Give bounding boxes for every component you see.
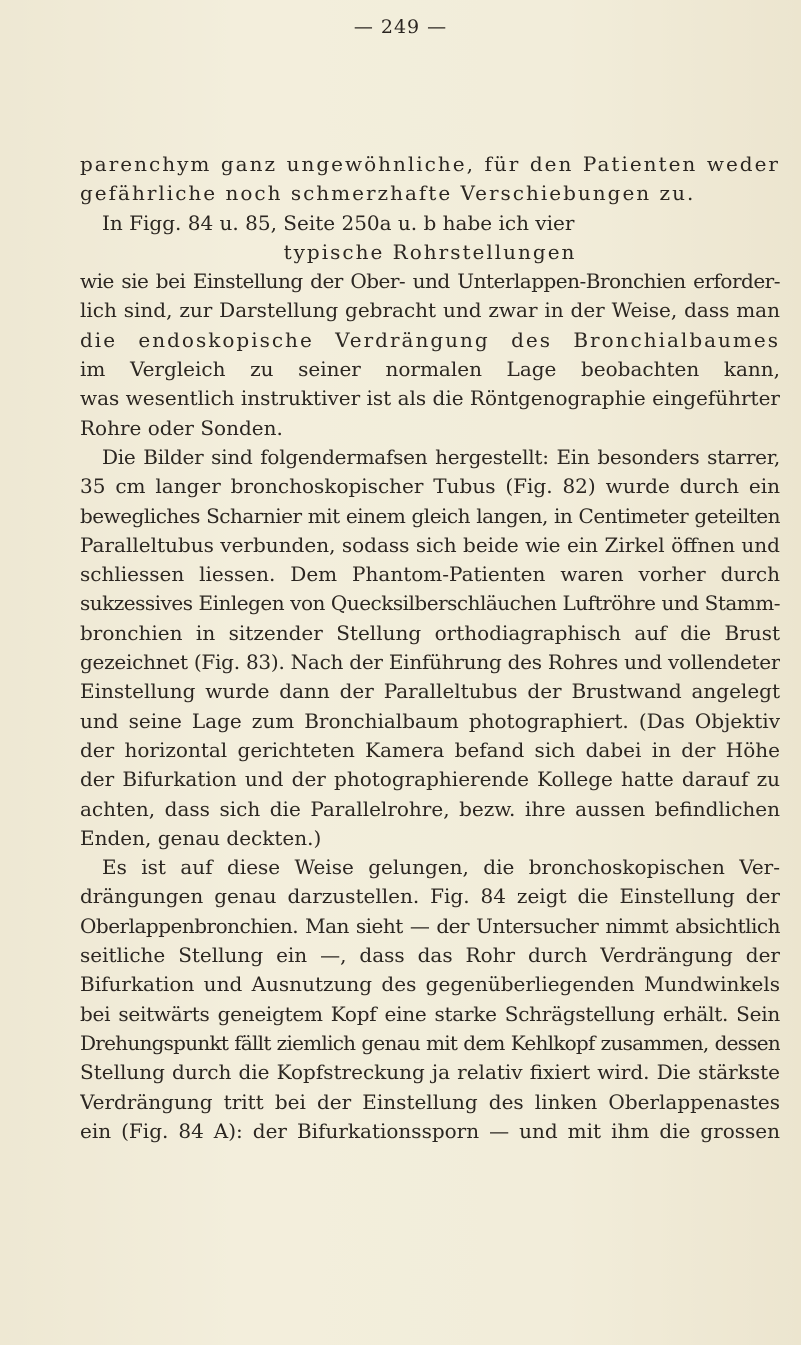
page-number: — 249 — bbox=[353, 16, 448, 38]
text-line: Paralleltubus verbunden, sodass sich beide wie ein Zirkel öffnen und bbox=[80, 532, 780, 557]
text-line: Rohre oder Sonden. bbox=[80, 415, 283, 440]
text-line: der horizontal gerichteten Kamera befand sich dabei in der Höhe bbox=[80, 737, 780, 762]
text-line: Drehungspunkt fällt ziemlich genau mit dem Kehlkopf zusammen, dessen bbox=[80, 1030, 780, 1055]
text-line: was wesentlich instruktiver ist als die Röntgenographie eingeführter bbox=[80, 386, 780, 411]
text-line: Enden, genau deckten.) bbox=[80, 825, 322, 850]
text-line: die endoskopische Verdrängung des Bronchialbaumes bbox=[80, 327, 780, 352]
text-line: wie sie bei Einstellung der Ober- und Unterlappen-Bronchien erforder- bbox=[80, 269, 780, 294]
text-line: gezeichnet (Fig. 83). Nach der Einführung des Rohres und vollendeter bbox=[80, 650, 780, 675]
text-line: seitliche Stellung ein —, dass das Rohr durch Verdrängung der bbox=[80, 943, 780, 968]
text-line: In Figg. 84 u. 85, Seite 250a u. b habe ich vier bbox=[102, 210, 575, 235]
text-line: Bifurkation und Ausnutzung des gegenüberliegenden Mundwinkels bbox=[80, 972, 780, 997]
text-line: achten, dass sich die Parallelrohre, bezw. ihre aussen befindlichen bbox=[80, 796, 780, 821]
text-line: bewegliches Scharnier mit einem gleich langen, in Centimeter geteilten bbox=[80, 503, 780, 528]
text-line: und seine Lage zum Bronchialbaum photographiert. (Das Objektiv bbox=[80, 708, 780, 733]
text-line: gefährliche noch schmerzhafte Verschiebungen zu. bbox=[80, 181, 696, 206]
text-line: sukzessives Einlegen von Quecksilberschläuchen Luftröhre und Stamm- bbox=[80, 591, 780, 616]
text-line: Oberlappenbronchien. Man sieht — der Untersucher nimmt absichtlich bbox=[80, 913, 780, 938]
text-line: 35 cm langer bronchoskopischer Tubus (Fig. 82) wurde durch ein bbox=[80, 474, 780, 499]
text-line: schliessen liessen. Dem Phantom-Patienten waren vorher durch bbox=[80, 562, 780, 587]
text-line: lich sind, zur Darstellung gebracht und zwar in der Weise, dass man bbox=[80, 298, 780, 323]
text-line: bronchien in sitzender Stellung orthodiagraphisch auf die Brust bbox=[80, 620, 780, 645]
section-heading: typische Rohrstellungen bbox=[283, 239, 577, 264]
text-line: Verdrängung tritt bei der Einstellung des linken Oberlappenastes bbox=[80, 1089, 780, 1114]
text-line: Es ist auf diese Weise gelungen, die bronchoskopischen Ver- bbox=[102, 855, 780, 880]
text-line: Einstellung wurde dann der Paralleltubus der Brustwand angelegt bbox=[80, 679, 780, 704]
text-line: Die Bilder sind folgendermafsen hergestellt: Ein besonders starrer, bbox=[102, 444, 780, 469]
text-line: Stellung durch die Kopfstreckung ja relativ fixiert wird. Die stärkste bbox=[80, 1060, 780, 1085]
text-line: im Vergleich zu seiner normalen Lage beobachten kann, bbox=[80, 357, 780, 382]
text-line: bei seitwärts geneigtem Kopf eine starke Schrägstellung erhält. Sein bbox=[80, 1001, 780, 1026]
text-line: parenchym ganz ungewöhnliche, für den Patienten weder bbox=[80, 152, 780, 176]
body-text bbox=[80, 150, 780, 1146]
text-line: der Bifurkation und der photographierende Kollege hatte darauf zu bbox=[80, 767, 780, 792]
text-line: ein (Fig. 84 A): der Bifurkationssporn — und mit ihm die grossen bbox=[80, 1118, 780, 1143]
text-line: drängungen genau darzustellen. Fig. 84 zeigt die Einstellung der bbox=[80, 884, 780, 909]
